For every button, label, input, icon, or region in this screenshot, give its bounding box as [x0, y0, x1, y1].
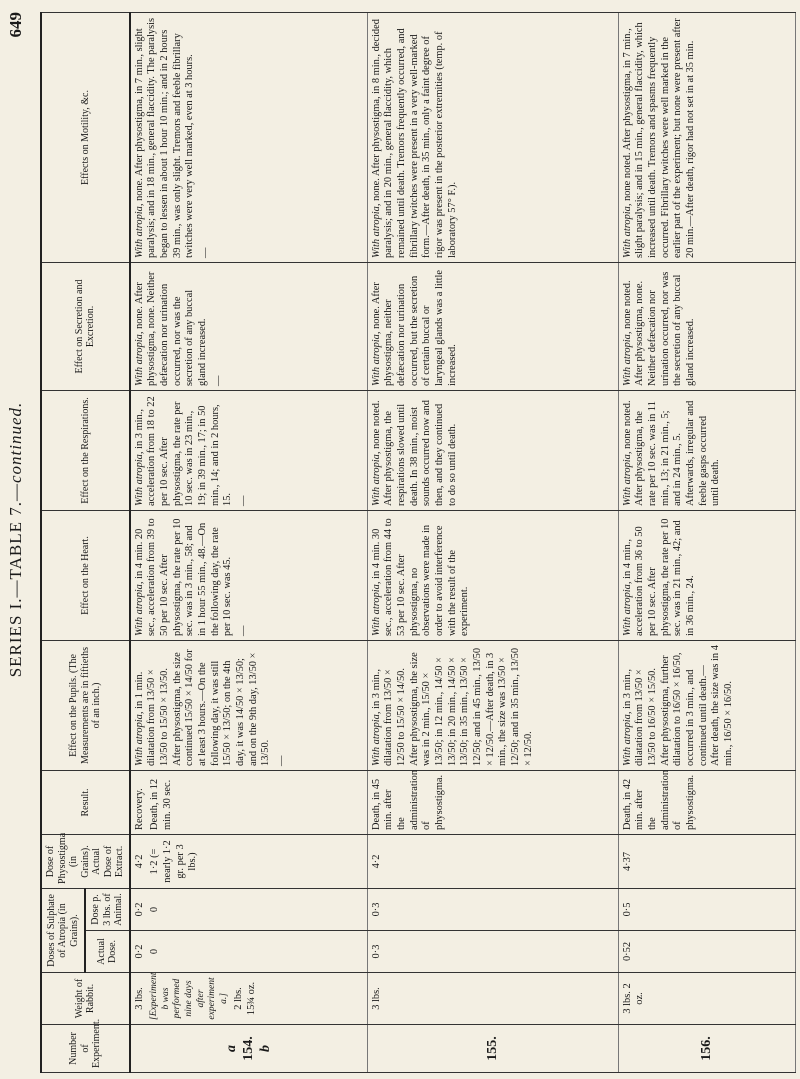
- table-wrapper: [40, 13, 792, 1073]
- header-pupils: Effect on the Pupils. (The Measurements are in fiftieths of an inch.): [41, 640, 130, 770]
- respirations-cell: [367, 390, 618, 510]
- pupils-text: in 3 min., dilatation from 13/50 × 12/50 to 15/50 × 14/50. After physostigma, the size was in 2 min., 15/50 × 13/50; in 12 min., 14/50 × 13/50; in 20 min., 14/50 × 13/50; in 35 min., 13/50 × 12/50; and in 45 min., 13/50 × 12/50.—After death, in 3 min., the size was 13/50 × 12/50; and in 35 min., 13/50 × 12/50.: [370, 647, 534, 766]
- pupils-text: in 1 min. dilatation from 13/50 × 13/50 to 15/50 × 13/50. After physostigma, the size continued 15/50 × 14/50 for at least 3 hours.—On the following day, it was still 15/50 × 13/50; on the 4th day, it was 14/50 × 13/50; and on the 9th day, 13/50 × 13/50.: [133, 649, 272, 766]
- dose-per-3lbs-cell: 0·5: [618, 888, 795, 930]
- respirations-cell: [618, 390, 795, 510]
- running-head: [6, 0, 26, 1079]
- motility-lead: With atropia,: [370, 203, 382, 258]
- sub-experiment-a: a: [223, 1045, 239, 1052]
- dose-per-3lbs-cell: 0·3: [367, 888, 618, 930]
- header-dose-per-3lbs: Dose p. 3 lbs. of Animal.: [85, 888, 129, 930]
- secretion-lead: With atropia,: [621, 331, 633, 386]
- dose-per-3lbs-a: 0·2: [133, 902, 145, 917]
- dose-per-3lbs-cell: [130, 888, 368, 930]
- heart-text: in 4 min. 20 sec., acceleration from 39 to 50 per 10 sec. After physostigma, the rate per 10 sec. was in 3 min., 58; and in 1 hour 55 min., 48.—On the following day, the rate per 10 sec. was 45.: [133, 518, 234, 636]
- secretion-cell: [618, 262, 795, 390]
- motility-lead: With atropia,: [133, 203, 145, 258]
- motility-cell: [367, 12, 618, 262]
- page-number: 649: [6, 12, 25, 38]
- header-sulphate-group: Doses of Sulphate of Atropia (in Grains).: [41, 888, 85, 972]
- weight-note: [Experiment b was performed nine days after experiment a.]: [149, 972, 229, 1020]
- header-result: Result.: [41, 770, 130, 834]
- physostigma-cell: [130, 834, 368, 888]
- pupils-cell: [130, 640, 368, 770]
- result-b: Death, in 12 min. 30 sec.: [149, 778, 173, 830]
- header-respirations: Effect on the Respirations.: [41, 390, 130, 510]
- respirations-text: none noted. After physostigma, the respirations slowed until death. In 38 min., moist sounds occurred now and then, and they continued to do so until death.: [370, 400, 458, 506]
- secretion-text: none. After physostigma, none. Neither defæcation nor urination occurred, nor was the secretion of any buccal gland increased.: [133, 271, 208, 386]
- motility-lead: With atropia,: [621, 203, 633, 258]
- actual-dose-cell: 0·3: [367, 931, 618, 973]
- pupils-lead: With atropia,: [133, 711, 145, 766]
- weight-cell: 3 lbs. 2 oz.: [618, 973, 795, 1025]
- result-cell: Death, in 42 min. after the administration of physostigma.: [618, 770, 795, 834]
- motility-text: none. After physostigma, in 7 min., slight paralysis; and in 18 min., general flaccidity. The paralysis began to lessen in about 1 hour 10 min.; and in 2 hours 39 min., was only slight. Tremors and feeble fibrillary twitches were very well marked, even at 3 hours.: [133, 17, 196, 258]
- heart-cell: [618, 510, 795, 640]
- header-row: [41, 12, 85, 1072]
- respirations-text: none noted. After physostigma, the rate per 10 sec. was in 11 min., 13; in 21 min., 5; and in 24 min., 5. Afterwards, irregular and feeble gasps occurred until death.: [621, 400, 722, 506]
- table-row: [618, 12, 795, 1072]
- heart-cell: [130, 510, 368, 640]
- respirations-lead: With atropia,: [621, 451, 633, 506]
- pupils-cell: [367, 640, 618, 770]
- respirations-lead: With atropia,: [370, 451, 382, 506]
- motility-text: none noted. After physostigma, in 7 min., slight paralysis; and in 15 min., general flaccidity, which increased until death. Tremors and spasms frequently occurred. Fibrillary twitches were well marked in the earlier part of the experiment; but none were present after 20 min.—After death, rigor had not set in at 35 min.: [621, 18, 696, 258]
- heart-lead: With atropia,: [621, 581, 633, 636]
- experiment-number-text: 154.: [241, 1036, 256, 1061]
- motility-text: none. After physostigma, in 8 min., decided paralysis; and in 20 min., general flaccidity, which remained until death. Tremors frequently occurred, and fibrillary twitches were present in a very well-marked form.—After death, in 35 min., only a faint degree of rigor was present in the posterior extremities (temp. of laboratory 57° F.).: [370, 19, 458, 258]
- respirations-cell: [130, 390, 368, 510]
- result-cell: [130, 770, 368, 834]
- running-head-suffix: continued.: [6, 401, 25, 484]
- heart-cell: [367, 510, 618, 640]
- motility-b: —: [199, 247, 211, 258]
- experiment-number: 155.: [367, 1025, 618, 1073]
- heart-lead: With atropia,: [133, 581, 145, 636]
- experiment-table: [40, 12, 796, 1073]
- motility-cell: [618, 12, 795, 262]
- actual-dose-cell: 0·52: [618, 931, 795, 973]
- header-motility: Effects on Motility, &c.: [41, 12, 130, 262]
- secretion-lead: With atropia,: [133, 331, 145, 386]
- physostigma-dose-b: 1·2 (= nearly 1·2 gr. per 3 lbs.): [149, 840, 199, 883]
- secretion-cell: [130, 262, 368, 390]
- heart-text: in 4 min. 30 sec., acceleration from 44 to 53 per 10 sec. After physostigma, no observations were made in order to avoid interference with the result of the experiment.: [370, 518, 471, 636]
- actual-dose-a: 0·2: [133, 944, 145, 959]
- respirations-lead: With atropia,: [133, 451, 145, 506]
- respirations-text: in 3 min., acceleration from 18 to 22 per 10 sec. After physostigma, the rate per 10 sec. was in 23 min., 19; in 39 min., 17; in 50 min., 14; and in 2 hours, 15.: [133, 396, 234, 506]
- running-head-text: SERIES I.—TABLE 7.—: [6, 483, 25, 678]
- header-weight: Weight of Rabbit.: [41, 973, 130, 1025]
- pupils-b: —: [276, 755, 288, 766]
- result-a: Recovery.: [133, 788, 145, 830]
- header-actual-dose: Actual Dose.: [85, 931, 129, 973]
- experiment-number: 156.: [618, 1025, 795, 1073]
- header-heart: Effect on the Heart.: [41, 510, 130, 640]
- physostigma-cell: 4·2: [367, 834, 618, 888]
- secretion-text: none. After physostigma, neither defæcation nor urination occurred, but the secretion of certain buccal or laryngeal glands was a little increased.: [370, 269, 458, 386]
- heart-text: in 4 min., acceleration from 36 to 50 per 10 sec. After physostigma, the rate per 10 sec. was in 21 min., 42; and in 36 min., 24.: [621, 518, 696, 636]
- actual-dose-cell: [130, 931, 368, 973]
- motility-cell: [130, 12, 368, 262]
- table-row: [367, 12, 618, 1072]
- secretion-cell: [367, 262, 618, 390]
- pupils-cell: [618, 640, 795, 770]
- pupils-lead: With atropia,: [370, 711, 382, 766]
- physostigma-dose-a: 4·2: [133, 854, 145, 869]
- secretion-lead: With atropia,: [370, 331, 382, 386]
- weight-cell: [130, 973, 368, 1025]
- table-row: [130, 12, 368, 1072]
- dose-per-3lbs-b: 0: [149, 906, 161, 913]
- pupils-text: in 3 min., dilatation from 13/50 × 13/50 to 16/50 × 15/50. After physostigma, further dilatation to 16/50 × 16/50, occurred in 3 min., and continued until death.—After death, the size was in 4 min., 16/50 × 16/50.: [621, 645, 735, 766]
- header-physostigma: Dose of Physostigma (in Grains). Actual Dose of Extract.: [41, 834, 130, 888]
- heart-b: —: [238, 625, 249, 636]
- physostigma-cell: 4·37: [618, 834, 795, 888]
- pupils-lead: With atropia,: [621, 711, 633, 766]
- experiment-number: [130, 1025, 368, 1073]
- heart-lead: With atropia,: [370, 581, 382, 636]
- weight-a: 3 lbs.: [133, 987, 145, 1010]
- weight-b: 2 lbs. 15¾ oz.: [233, 981, 257, 1016]
- weight-cell: 3 lbs.: [367, 973, 618, 1025]
- header-experiment: Number of Experiment.: [41, 1025, 130, 1073]
- respirations-b: —: [238, 495, 249, 506]
- secretion-b: —: [212, 375, 224, 386]
- actual-dose-b: 0: [149, 948, 161, 955]
- sub-experiment-b: b: [258, 1045, 274, 1052]
- result-cell: Death, in 45 min. after the administration of physostigma.: [367, 770, 618, 834]
- header-secretion: Effect on Secretion and Excretion.: [41, 262, 130, 390]
- secretion-text: none noted. After physostigma, none. Neither defæcation nor urination occurred, nor was the secretion of any buccal gland increased.: [621, 271, 696, 386]
